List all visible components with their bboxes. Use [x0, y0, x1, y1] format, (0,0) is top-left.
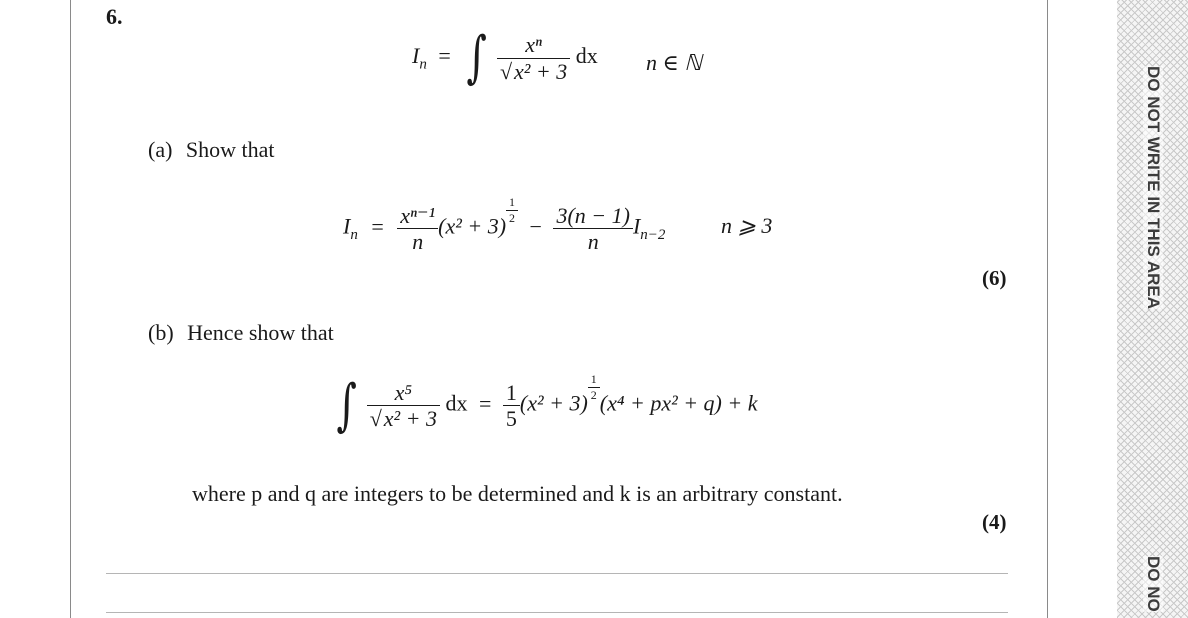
integral-sign: ∫ — [466, 25, 488, 90]
definition-numerator: xⁿ — [497, 33, 570, 58]
part-b-coef-num: 1 — [503, 381, 520, 406]
part-a-minus: − — [529, 213, 542, 239]
definition-lhs-sub: n — [419, 56, 427, 73]
definition-equals: = — [438, 43, 451, 69]
part-b-power — [588, 373, 600, 401]
part-a-prompt: Show that — [185, 137, 275, 162]
part-a-fraction-1 — [397, 204, 438, 253]
part-b-statement: where p and q are integers to be determined and k is an arbitrary constant. — [192, 481, 843, 506]
part-b-label: (b) — [148, 320, 174, 345]
part-a-frac2-den: n — [587, 229, 599, 255]
part-b-power-num: 1 — [588, 373, 600, 388]
answer-line[interactable] — [106, 612, 1008, 613]
part-b-power-den: 2 — [590, 387, 597, 402]
part-a-lhs-sub: n — [350, 226, 358, 243]
part-a-equation — [343, 196, 665, 253]
part-b-equation — [332, 372, 758, 438]
sqrt-sign: √ — [499, 58, 513, 84]
part-b-sqrt-sign: √ — [369, 406, 382, 432]
question-number: 6. — [106, 4, 123, 29]
right-border — [1047, 0, 1048, 618]
definition-equation — [412, 25, 598, 90]
definition-differential: dx — [575, 43, 598, 69]
part-a-term: (x² + 3) — [438, 213, 507, 239]
definition-fraction — [497, 33, 570, 82]
part-a-heading — [148, 137, 275, 163]
answer-line[interactable] — [106, 573, 1008, 574]
part-a-tail: I — [632, 213, 641, 239]
part-a-power — [506, 196, 518, 224]
do-not-write-label: DO NOT WRITE IN THIS AREA — [1144, 66, 1163, 310]
part-a-label: (a) — [148, 137, 173, 162]
part-a-frac1-den: n — [412, 229, 424, 255]
part-b-coef-den: 5 — [505, 406, 517, 432]
part-b-equals: = — [478, 390, 492, 416]
part-b-prompt: Hence show that — [187, 320, 334, 345]
part-a-equals: = — [371, 213, 384, 239]
do-not-write-label-partial: DO NO — [1144, 556, 1163, 612]
left-border — [70, 0, 71, 618]
part-b-term: (x² + 3) — [519, 390, 588, 416]
part-b-integral-sign: ∫ — [336, 372, 357, 438]
part-a-power-num: 1 — [506, 196, 518, 211]
definition-lhs: I — [412, 43, 420, 69]
part-b-differential: dx — [445, 390, 468, 416]
part-b-numerator: x⁵ — [367, 381, 440, 406]
definition-condition-text: n ∈ ℕ — [646, 50, 702, 75]
definition-condition — [646, 50, 702, 76]
part-b-coefficient — [503, 381, 520, 430]
part-a-condition: n ⩾ 3 — [721, 213, 773, 238]
part-b-denominator: x² + 3 — [383, 406, 437, 432]
part-a-power-den: 2 — [509, 210, 516, 225]
part-a-frac1-num: xⁿ⁻¹ — [397, 204, 438, 229]
part-b-bracket: (x⁴ + px² + q) + k — [599, 390, 758, 416]
part-b-heading — [148, 320, 334, 346]
part-a-lhs: I — [343, 213, 351, 239]
part-a-fraction-2 — [553, 204, 633, 253]
part-b-marks: (4) — [982, 510, 1007, 534]
part-b-fraction — [367, 381, 440, 430]
part-a-frac2-num: 3(n − 1) — [553, 204, 633, 229]
definition-denominator: x² + 3 — [514, 58, 568, 84]
part-a-marks: (6) — [982, 266, 1007, 290]
part-a-tail-sub: n−2 — [640, 226, 666, 243]
